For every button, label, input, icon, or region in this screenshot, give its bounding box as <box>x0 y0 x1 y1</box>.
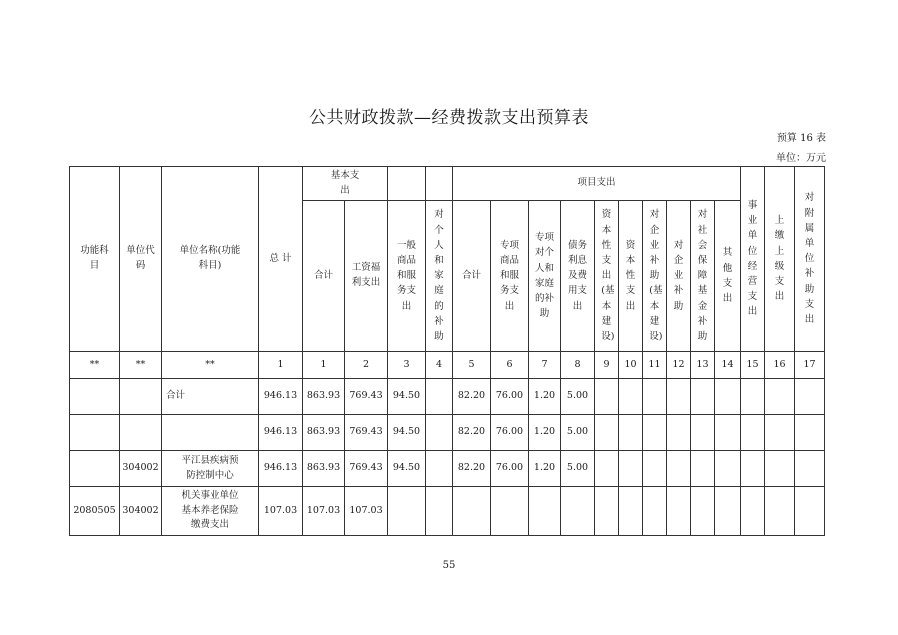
header-project-sum: 合计 <box>453 201 491 352</box>
cell-empty <box>765 415 795 451</box>
cell-project-goods: 76.00 <box>491 415 529 451</box>
cell-personal <box>426 415 453 451</box>
cell-goods: 94.50 <box>388 451 426 487</box>
header-basic-spacer-2 <box>426 167 453 201</box>
cell-empty <box>765 487 795 536</box>
cell-empty <box>795 415 825 451</box>
cell-empty <box>667 487 691 536</box>
cell-project-sum: 82.20 <box>453 379 491 415</box>
cell-basic-sum: 863.93 <box>303 379 345 415</box>
index-cell: 9 <box>595 352 619 379</box>
header-personal: 对个人和家庭的补助 <box>426 201 453 352</box>
index-cell: 11 <box>643 352 667 379</box>
cell-empty <box>643 487 667 536</box>
cell-empty <box>619 487 643 536</box>
index-cell: 1 <box>259 352 303 379</box>
cell-debt: 5.00 <box>561 415 595 451</box>
table-row <box>70 487 825 536</box>
cell-debt: 5.00 <box>561 451 595 487</box>
header-basic-spacer <box>388 167 426 201</box>
cell-empty <box>765 379 795 415</box>
index-cell: 7 <box>529 352 561 379</box>
header-enterprise-subsidy: 对企业补助 <box>667 201 691 352</box>
cell-project-goods: 76.00 <box>491 379 529 415</box>
cell-project-sum: 82.20 <box>453 451 491 487</box>
index-cell: 12 <box>667 352 691 379</box>
header-social-fund: 对社会保障基金补助 <box>691 201 715 352</box>
header-basic-expense: 基本支出 <box>303 167 388 201</box>
cell-empty <box>741 379 765 415</box>
cell-empty <box>643 415 667 451</box>
cell-empty <box>595 379 619 415</box>
cell-salary: 769.43 <box>345 415 388 451</box>
cell-total: 946.13 <box>259 415 303 451</box>
header-salary: 工资福利支出 <box>345 201 388 352</box>
header-project-expense: 项目支出 <box>453 167 741 201</box>
header-func-code: 功能科目 <box>70 167 120 352</box>
cell-project-personal: 1.20 <box>529 451 561 487</box>
cell-unit-name: 合计 <box>162 379 259 415</box>
cell-salary: 769.43 <box>345 379 388 415</box>
cell-debt: 5.00 <box>561 379 595 415</box>
cell-func-code <box>70 415 120 451</box>
cell-empty <box>691 487 715 536</box>
cell-empty <box>691 379 715 415</box>
cell-salary: 107.03 <box>345 487 388 536</box>
table-row <box>70 451 825 487</box>
cell-empty <box>741 451 765 487</box>
table-title: 公共财政拨款—经费拨款支出预算表 <box>309 108 589 128</box>
page-number: 55 <box>442 560 456 571</box>
header-goods: 一般商品和服务支出 <box>388 201 426 352</box>
cell-empty <box>619 415 643 451</box>
cell-empty <box>715 379 741 415</box>
cell-unit-code <box>120 379 162 415</box>
header-capital: 资本性支出 <box>619 201 643 352</box>
index-cell: 5 <box>453 352 491 379</box>
cell-personal <box>426 487 453 536</box>
header-project-personal: 专项对个人和家庭的补助 <box>529 201 561 352</box>
cell-salary: 769.43 <box>345 451 388 487</box>
cell-empty <box>595 487 619 536</box>
cell-total: 107.03 <box>259 487 303 536</box>
cell-empty <box>643 379 667 415</box>
index-cell: ** <box>70 352 120 379</box>
header-total: 总 计 <box>259 167 303 352</box>
cell-total: 946.13 <box>259 379 303 415</box>
cell-basic-sum: 107.03 <box>303 487 345 536</box>
header-operation: 事业单位经营支出 <box>741 167 765 352</box>
header-debt: 债务利息及费用支出 <box>561 201 595 352</box>
cell-unit-name: 机关事业单位基本养老保险缴费支出 <box>162 487 259 536</box>
cell-empty <box>765 451 795 487</box>
cell-goods <box>388 487 426 536</box>
cell-empty <box>595 451 619 487</box>
cell-project-sum: 82.20 <box>453 415 491 451</box>
cell-empty <box>667 451 691 487</box>
cell-func-code <box>70 379 120 415</box>
unit-label: 单位：万元 <box>776 153 826 164</box>
cell-unit-code <box>120 415 162 451</box>
header-unit-code: 单位代码 <box>120 167 162 352</box>
cell-project-goods <box>491 487 529 536</box>
cell-func-code: 2080505 <box>70 487 120 536</box>
cell-unit-name: 平江县疾病预防控制中心 <box>162 451 259 487</box>
cell-empty <box>795 487 825 536</box>
cell-project-personal <box>529 487 561 536</box>
index-cell: 16 <box>765 352 795 379</box>
cell-empty <box>691 415 715 451</box>
header-unit-name: 单位名称(功能科目) <box>162 167 259 352</box>
cell-project-goods: 76.00 <box>491 451 529 487</box>
header-capital-basic: 资本性支出(基本建设) <box>595 201 619 352</box>
header-row-1 <box>70 167 825 201</box>
cell-goods: 94.50 <box>388 415 426 451</box>
index-cell: 4 <box>426 352 453 379</box>
index-cell: 17 <box>795 352 825 379</box>
index-cell: 6 <box>491 352 529 379</box>
index-cell: 13 <box>691 352 715 379</box>
cell-debt <box>561 487 595 536</box>
index-cell: 10 <box>619 352 643 379</box>
cell-empty <box>619 379 643 415</box>
cell-empty <box>795 379 825 415</box>
cell-empty <box>691 451 715 487</box>
header-other: 其他支出 <box>715 201 741 352</box>
cell-empty <box>667 415 691 451</box>
budget-table <box>69 166 825 536</box>
cell-empty <box>715 415 741 451</box>
header-project-goods: 专项商品和服务支出 <box>491 201 529 352</box>
cell-empty <box>667 379 691 415</box>
cell-empty <box>595 415 619 451</box>
form-number: 预算 16 表 <box>776 133 826 144</box>
cell-empty <box>715 487 741 536</box>
cell-total: 946.13 <box>259 451 303 487</box>
index-cell: 2 <box>345 352 388 379</box>
header-basic-sum: 合计 <box>303 201 345 352</box>
index-cell: 3 <box>388 352 426 379</box>
cell-empty <box>795 451 825 487</box>
header-upper: 上缴上级支出 <box>765 167 795 352</box>
cell-project-sum <box>453 487 491 536</box>
cell-unit-code: 304002 <box>120 451 162 487</box>
table-row <box>70 415 825 451</box>
cell-project-personal: 1.20 <box>529 415 561 451</box>
cell-func-code <box>70 451 120 487</box>
index-cell: ** <box>120 352 162 379</box>
cell-personal <box>426 451 453 487</box>
cell-personal <box>426 379 453 415</box>
cell-unit-code: 304002 <box>120 487 162 536</box>
cell-empty <box>741 415 765 451</box>
index-row <box>70 352 825 379</box>
cell-empty <box>741 487 765 536</box>
index-cell: ** <box>162 352 259 379</box>
header-enterprise-subsidy-basic: 对企业补助(基本建设) <box>643 201 667 352</box>
header-affiliated: 对附属单位补助支出 <box>795 167 825 352</box>
table-row <box>70 379 825 415</box>
cell-empty <box>643 451 667 487</box>
cell-basic-sum: 863.93 <box>303 415 345 451</box>
cell-project-personal: 1.20 <box>529 379 561 415</box>
index-cell: 15 <box>741 352 765 379</box>
cell-empty <box>715 451 741 487</box>
cell-goods: 94.50 <box>388 379 426 415</box>
cell-basic-sum: 863.93 <box>303 451 345 487</box>
cell-unit-name <box>162 415 259 451</box>
cell-empty <box>619 451 643 487</box>
index-cell: 14 <box>715 352 741 379</box>
index-cell: 8 <box>561 352 595 379</box>
index-cell: 1 <box>303 352 345 379</box>
